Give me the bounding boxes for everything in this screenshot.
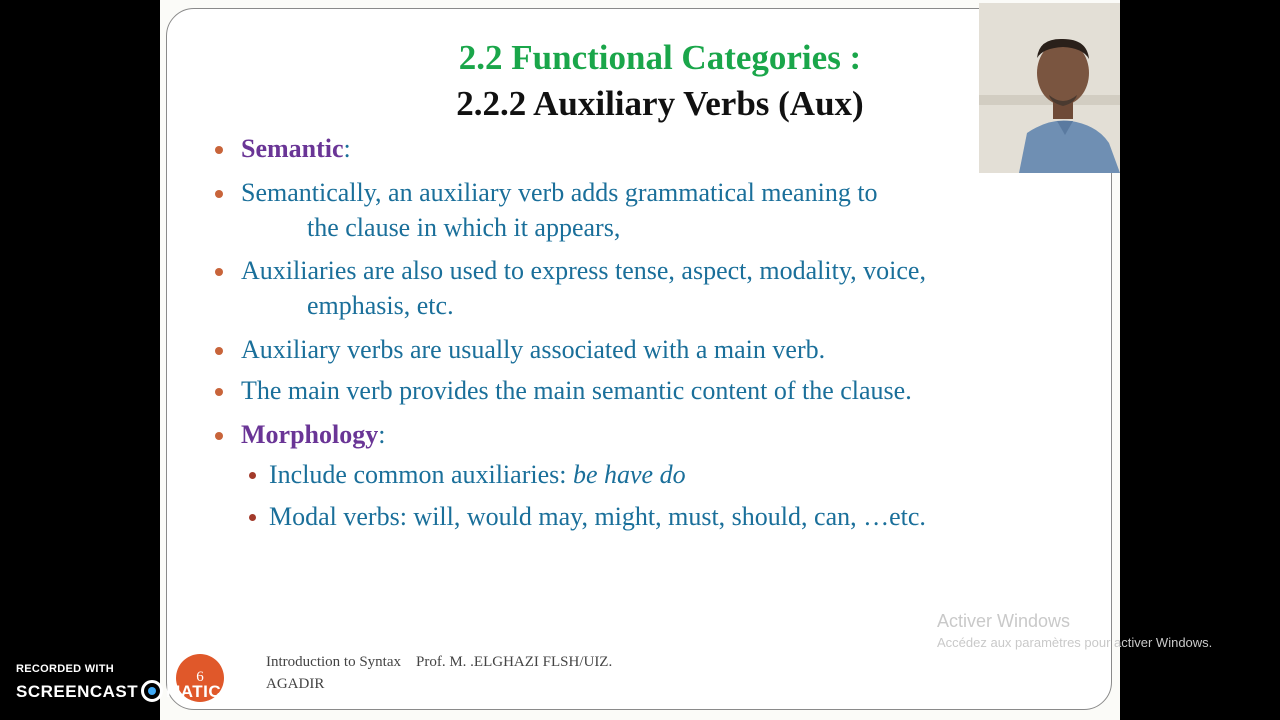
sub-bullet-dot <box>249 514 256 521</box>
bullet-text: The main verb provides the main semantic content of the clause. <box>241 376 912 405</box>
bullet-text: Semantically, an auxiliary verb adds grammatical meaning to <box>241 178 878 207</box>
bullet-morphology: Morphology: <box>241 420 386 449</box>
bullet-text-continued: the clause in which it appears, <box>307 213 621 242</box>
record-ring-icon <box>141 680 163 702</box>
bullet-dot <box>215 190 223 198</box>
bullet-dot <box>215 268 223 276</box>
recorded-with-label: RECORDED WITH <box>16 663 115 675</box>
keyword-morphology: Morphology <box>241 420 379 449</box>
slide-footer: Introduction to Syntax Prof. M. .ELGHAZI FLSH/UIZ. AGADIR <box>266 654 613 692</box>
slide-title: 2.2 Functional Categories : <box>458 38 862 77</box>
presenter-image <box>979 3 1120 173</box>
bullet-text: Auxiliary verbs are usually associated with a main verb. <box>241 335 826 364</box>
keyword-semantic: Semantic <box>241 134 344 163</box>
bullet-dot <box>215 388 223 396</box>
windows-activation-subtitle: Accédez aux paramètres pour activer Windows. <box>937 635 1213 650</box>
sub-bullet-dot <box>249 472 256 479</box>
italic-auxiliaries: be have do <box>572 460 686 489</box>
sub-bullet-text: Include common auxiliaries: be have do <box>269 460 686 489</box>
bullet-text-continued: emphasis, etc. <box>307 291 454 320</box>
slide-subtitle: 2.2.2 Auxiliary Verbs (Aux) <box>456 84 864 123</box>
bullet-text: Auxiliaries are also used to express tense, aspect, modality, voice, <box>241 256 926 285</box>
bullet-dot <box>215 347 223 355</box>
bullet-dot <box>215 146 223 154</box>
sub-bullet-text: Modal verbs: will, would may, might, must, should, can, …etc. <box>269 502 926 531</box>
bullet-dot <box>215 432 223 440</box>
webcam-video <box>979 3 1120 173</box>
windows-activation-title: Activer Windows <box>937 611 1071 631</box>
page-number-badge: 6 <box>176 654 224 702</box>
bullet-semantic: Semantic: <box>241 134 351 163</box>
screencast-o-matic-logo: SCREENCAST MATIC <box>16 682 222 701</box>
